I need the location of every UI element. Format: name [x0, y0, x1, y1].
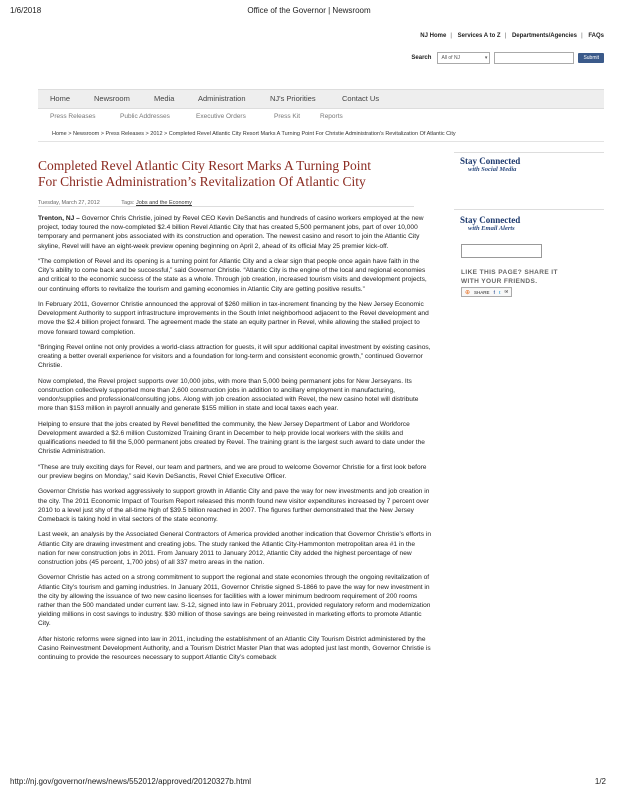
- top-links: NJ Home | Services A to Z | Departments/Agencies | FAQs: [420, 33, 604, 39]
- nav-newsroom[interactable]: Newsroom: [94, 94, 130, 103]
- subnav-public-addresses[interactable]: Public Addresses: [120, 113, 170, 120]
- article-date: Tuesday, March 27, 2012: [38, 200, 100, 206]
- search-label: Search: [411, 55, 432, 61]
- paragraph: Governor Christie has worked aggressively to support growth in Atlantic City and pave the way for new investments and job creation in the city. The 2011 Economic Impact of Tourism Report released this month found new visitor expenditures increased by 7 percent over 2010 to a level just shy of the all-time high of $39.5 billion reached in 2007. The figures further demonstrated that the New Jersey Comeback is taking hold in vital sectors of the state economy.: [38, 488, 430, 523]
- nav-home[interactable]: Home: [50, 94, 71, 103]
- paragraph: “These are truly exciting days for Revel, our team and partners, and we are proud to welcome Governor Christie for a first look before our preview begins on Monday,” said Kevin DeSanctis, Revel Chief Executive Officer.: [38, 463, 427, 480]
- search-scope-select[interactable]: All of NJ ▾: [437, 52, 490, 64]
- email-title: Stay Connected: [460, 215, 521, 225]
- paragraph: Trenton, NJ – Governor Chris Christie, joined by Revel CEO Kevin DeSanctis and hundreds of casino workers employed at the new project, today toured the now-completed $2.4 billion Revel Atlantic City that has created 5,500 permanent jobs, part of over 10,000 temporary and permanent jobs associated with its construction and operation. The newest casino and resort to join the Atlantic City skyline, Revel will have an eight-week preview opening beginning on April 2, ahead of its official May 25 premier kick-off.: [38, 215, 424, 250]
- facebook-icon: f: [493, 289, 496, 295]
- page-title: Completed Revel Atlantic City Resort Marks A Turning Point For Christie Administration’s Revitalization Of Atlantic City: [38, 158, 372, 189]
- search-bar: [411, 52, 604, 64]
- tag-link[interactable]: Jobs and the Economy: [135, 200, 192, 206]
- subnav-press-releases[interactable]: Press Releases: [50, 113, 96, 120]
- email-input[interactable]: [461, 244, 542, 258]
- tags-label: Tags:: [121, 200, 135, 206]
- search-submit-button[interactable]: Submit: [578, 53, 604, 63]
- divider: [38, 206, 414, 207]
- share-icon: ⊕: [465, 289, 471, 296]
- email-alerts-widget: [460, 215, 590, 232]
- social-media-widget[interactable]: [460, 156, 590, 173]
- main-nav: [38, 89, 604, 109]
- twitter-icon: t: [499, 289, 501, 295]
- departments-link[interactable]: Departments/Agencies: [511, 33, 577, 39]
- page-number: 1/2: [594, 777, 606, 786]
- dateline: Trenton, NJ –: [38, 215, 80, 222]
- nav-priorities[interactable]: NJ's Priorities: [270, 94, 316, 103]
- email-icon: ✉: [504, 289, 509, 294]
- nav-media[interactable]: Media: [154, 94, 175, 103]
- nj-home-link[interactable]: NJ Home: [420, 33, 447, 39]
- social-subtitle: with Social Media: [468, 166, 517, 173]
- divider: [454, 152, 604, 153]
- paragraph: Now completed, the Revel project supports over 10,000 jobs, with more than 5,000 being permanent jobs for New Jerseyans. Its construction collectively supported more than 2,600 construction jobs in addition to ancillary employment in manufacturing, vendor/supplies and professional/consulting jobs. Along with job creation associated with Revel, the new casino hotel will distribute more than $153 million in payroll annually and generate $155 million in state and local taxes each year.: [38, 377, 419, 413]
- share-prompt: LIKE THIS PAGE? SHARE IT WITH YOUR FRIENDS.: [461, 269, 558, 285]
- nav-administration[interactable]: Administration: [198, 94, 246, 103]
- breadcrumb[interactable]: Home > Newsroom > Press Releases > 2012 > Completed Revel Atlantic City Resort Marks A Turning Point For Christie Administration's Revitalization Of Atlantic City: [52, 131, 456, 137]
- services-link[interactable]: Services A to Z: [457, 33, 501, 39]
- article-body: [38, 214, 433, 669]
- share-button[interactable]: ⊕ SHARE f t ✉: [461, 287, 512, 297]
- faqs-link[interactable]: FAQs: [588, 33, 604, 39]
- nav-contact[interactable]: Contact Us: [342, 94, 380, 103]
- subnav-reports[interactable]: Reports: [320, 113, 343, 120]
- print-url: http://nj.gov/governor/news/news/552012/approved/20120327b.html: [10, 777, 252, 786]
- subnav-executive-orders[interactable]: Executive Orders: [196, 113, 246, 120]
- paragraph: Last week, an analysis by the Associated General Contractors of America provided another indication that Governor Christie’s efforts in Atlantic City are drawing investment and creating jobs. The study ranked the Atlantic City-Hammonton metropolitan area #1 in the nation for new construction jobs in 2011. From January 2011 to January 2012, Atlantic City added the highest percentage of new construction jobs (45 percent, 1,700 jobs) of all 337 metro areas in the nation.: [38, 531, 432, 566]
- paragraph: “The completion of Revel and its opening is a turning point for Atlantic City and a clear sign that people once again have faith in the City’s ability to come back and be successful,” said Governor Christie. “Atlantic City is the engine of the local and regional economies and critical to the economic success of the state as a whole. Through job creation, increased tourism visits and development projects, our continuing efforts to revitalize the tourism and gaming economies in Atlantic City are getting positive results.”: [38, 258, 427, 293]
- print-title: Office of the Governor | Newsroom: [247, 6, 371, 15]
- paragraph: Governor Christie has acted on a strong commitment to support the regional and state economies through the ongoing revitalization of Atlantic City’s tourism and gaming industries. In January 2011, Governor Christie signed S-1866 to pave the way for new investment in the city by allowing the issuance of two new casino licenses for facilities with a lower minimum bedroom requirement of 200 rooms rather than the 500 mandated under current law. S-12, signed into law in February 2011, provided regulatory reform and modernization yielding millions in cost savings to industry. $30 million of those savings are being reinvested in marketing efforts to promote Atlantic City.: [38, 574, 431, 628]
- search-input[interactable]: [494, 52, 574, 64]
- paragraph: “Bringing Revel online not only provides a world-class attraction for guests, it will spur additional capital investment by existing casinos, creating a better overall experience for visitors and a foundation for long-term and consistent economic growth,” continued Governor Christie.: [38, 344, 431, 370]
- social-title: Stay Connected: [460, 156, 521, 166]
- print-date: 1/6/2018: [10, 6, 42, 15]
- divider: [38, 141, 604, 142]
- divider: [454, 209, 604, 210]
- chevron-down-icon: ▾: [484, 55, 488, 61]
- paragraph: Helping to ensure that the jobs created by Revel benefitted the community, the New Jersey Department of Labor and Workforce Development awarded a $2.6 million Customized Training Grant in December to help provide local workers with the skills and qualifications needed to fill the 5,000 permanent jobs created by Revel. The training grant is the largest such award to date under the Christie Administration.: [38, 420, 425, 456]
- paragraph: After historic reforms were signed into law in 2011, including the establishment of an Atlantic City Tourism District administered by the Casino Reinvestment Development Authority, and a Tourism District Master Plan that was adopted just last month, Governor Christie is continuing to provide the resources necessary to support Atlantic City’s comeback: [38, 635, 431, 662]
- paragraph: In February 2011, Governor Christie announced the approval of $260 million in tax-increment financing by the New Jersey Economic Development Authority to support infrastructure improvements in the South Inlet neighborhood adjacent to the Revel development and move the $2.4 billion project forward. The agreement made the state an equity partner in Revel, while allowing the stalled project to move forward toward completion.: [38, 301, 429, 336]
- email-subtitle: with Email Alerts: [468, 225, 515, 232]
- subnav-press-kit[interactable]: Press Kit: [274, 113, 301, 120]
